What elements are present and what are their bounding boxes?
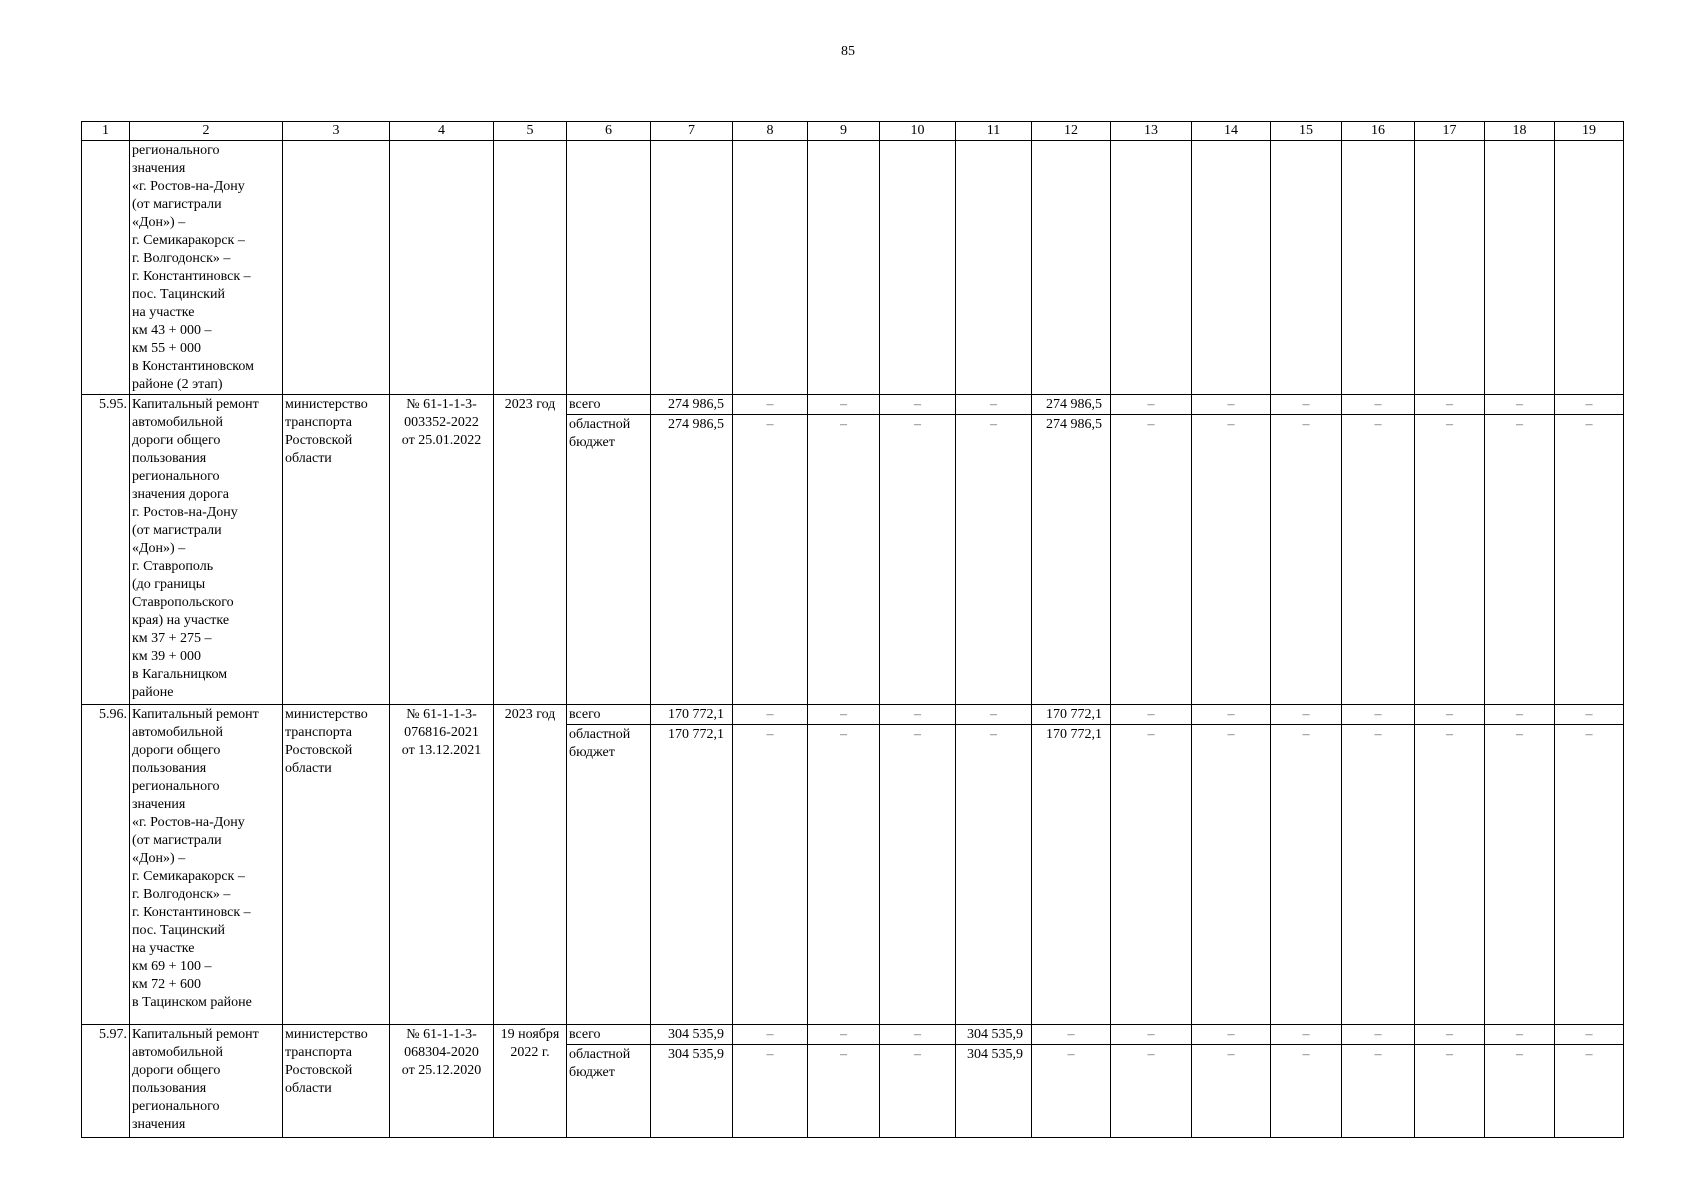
amount-cell: 304 535,9 (956, 1045, 1032, 1138)
continuation-row (82, 141, 1624, 395)
amount-cell: 274 986,5 (651, 415, 733, 705)
column-number-5: 5 (494, 122, 567, 141)
dash-cell: – (1555, 1045, 1624, 1138)
amount-cell: 170 772,1 (651, 705, 733, 725)
empty-cell (1342, 141, 1415, 395)
dash-cell: – (880, 1045, 956, 1138)
dash-cell: – (1032, 1045, 1111, 1138)
dash-cell: – (1485, 1045, 1555, 1138)
dash-cell: – (1342, 415, 1415, 705)
funding-source-regional-cell: областной бюджет (567, 725, 651, 1025)
dash-cell: – (1415, 725, 1485, 1025)
empty-cell (390, 141, 494, 395)
dash-cell: – (880, 1025, 956, 1045)
column-number-18: 18 (1485, 122, 1555, 141)
index-cell (82, 141, 130, 395)
table-row (82, 705, 1624, 725)
table-row (82, 1025, 1624, 1045)
column-number-2: 2 (130, 122, 283, 141)
period-cell: 2023 год (494, 395, 567, 705)
column-number-7: 7 (651, 122, 733, 141)
row-index-cell: 5.96. (82, 705, 130, 1025)
amount-cell: 304 535,9 (956, 1025, 1032, 1045)
dash-cell: – (1342, 705, 1415, 725)
column-number-4: 4 (390, 122, 494, 141)
dash-cell: – (808, 705, 880, 725)
row-index-cell: 5.95. (82, 395, 130, 705)
dash-cell: – (733, 415, 808, 705)
empty-cell (1271, 141, 1342, 395)
empty-cell (1032, 141, 1111, 395)
column-number-12: 12 (1032, 122, 1111, 141)
dash-cell: – (1032, 1025, 1111, 1045)
dash-cell: – (1415, 415, 1485, 705)
object-name-cell: Капитальный ремонт автомобильной дороги общего пользования регионального значения (130, 1025, 283, 1138)
amount-cell: 274 986,5 (651, 395, 733, 415)
funding-source-regional-cell: областной бюджет (567, 1045, 651, 1138)
dash-cell: – (1192, 1025, 1271, 1045)
column-number-6: 6 (567, 122, 651, 141)
dash-cell: – (1111, 415, 1192, 705)
dash-cell: – (1111, 725, 1192, 1025)
dash-cell: – (956, 725, 1032, 1025)
amount-cell: 304 535,9 (651, 1025, 733, 1045)
dash-cell: – (1555, 705, 1624, 725)
empty-cell (1485, 141, 1555, 395)
empty-cell (494, 141, 567, 395)
dash-cell: – (808, 1025, 880, 1045)
table-body (82, 122, 1624, 1138)
dash-cell: – (1271, 395, 1342, 415)
dash-cell: – (1192, 705, 1271, 725)
dash-cell: – (1271, 1025, 1342, 1045)
page-number: 85 (841, 44, 855, 59)
dash-cell: – (1111, 1045, 1192, 1138)
dash-cell: – (1485, 725, 1555, 1025)
dash-cell: – (880, 395, 956, 415)
row-index-cell: 5.97. (82, 1025, 130, 1138)
executor-cell: министерство транспорта Ростовской области (283, 395, 390, 705)
empty-cell (733, 141, 808, 395)
dash-cell: – (1485, 395, 1555, 415)
dash-cell: – (733, 1045, 808, 1138)
empty-cell (1192, 141, 1271, 395)
funding-source-total-cell: всего (567, 395, 651, 415)
amount-cell: 170 772,1 (651, 725, 733, 1025)
dash-cell: – (880, 415, 956, 705)
budget-table (81, 121, 1624, 1138)
amount-cell: 304 535,9 (651, 1045, 733, 1138)
funding-source-total-cell: всего (567, 1025, 651, 1045)
column-number-10: 10 (880, 122, 956, 141)
column-number-13: 13 (1111, 122, 1192, 141)
column-number-19: 19 (1555, 122, 1624, 141)
contract-cell: № 61-1-1-3- 068304-2020 от 25.12.2020 (390, 1025, 494, 1138)
column-number-16: 16 (1342, 122, 1415, 141)
column-number-11: 11 (956, 122, 1032, 141)
dash-cell: – (1192, 725, 1271, 1025)
empty-cell (283, 141, 390, 395)
dash-cell: – (1555, 395, 1624, 415)
dash-cell: – (808, 1045, 880, 1138)
dash-cell: – (733, 705, 808, 725)
dash-cell: – (808, 395, 880, 415)
empty-cell (880, 141, 956, 395)
dash-cell: – (733, 395, 808, 415)
dash-cell: – (733, 725, 808, 1025)
empty-cell (1555, 141, 1624, 395)
empty-cell (1415, 141, 1485, 395)
executor-cell: министерство транспорта Ростовской области (283, 705, 390, 1025)
dash-cell: – (1271, 725, 1342, 1025)
empty-cell (651, 141, 733, 395)
dash-cell: – (1555, 1025, 1624, 1045)
period-cell: 2023 год (494, 705, 567, 1025)
empty-cell (956, 141, 1032, 395)
amount-cell: 274 986,5 (1032, 415, 1111, 705)
dash-cell: – (1342, 725, 1415, 1025)
dash-cell: – (1415, 1045, 1485, 1138)
empty-cell (808, 141, 880, 395)
dash-cell: – (956, 395, 1032, 415)
dash-cell: – (1192, 395, 1271, 415)
dash-cell: – (956, 705, 1032, 725)
dash-cell: – (1192, 1045, 1271, 1138)
dash-cell: – (808, 415, 880, 705)
column-number-14: 14 (1192, 122, 1271, 141)
contract-cell: № 61-1-1-3- 003352-2022 от 25.01.2022 (390, 395, 494, 705)
contract-cell: № 61-1-1-3- 076816-2021 от 13.12.2021 (390, 705, 494, 1025)
column-number-9: 9 (808, 122, 880, 141)
funding-source-total-cell: всего (567, 705, 651, 725)
period-cell: 19 ноября 2022 г. (494, 1025, 567, 1138)
column-number-15: 15 (1271, 122, 1342, 141)
dash-cell: – (1111, 1025, 1192, 1045)
dash-cell: – (1485, 1025, 1555, 1045)
dash-cell: – (1342, 395, 1415, 415)
dash-cell: – (1415, 1025, 1485, 1045)
dash-cell: – (1271, 1045, 1342, 1138)
dash-cell: – (956, 415, 1032, 705)
empty-cell (1111, 141, 1192, 395)
object-name-cell: Капитальный ремонт автомобильной дороги общего пользования регионального значения «г. Ростов-на-Дону (от магистрали «Дон») – г. Семикаракорск – г. Волгодонск» – г. Константиновск – пос. Тацинский на участке км 69 + 100 – км 72 + 600 в Тацинском районе (130, 705, 283, 1025)
column-number-row (82, 122, 1624, 141)
amount-cell: 274 986,5 (1032, 395, 1111, 415)
dash-cell: – (1342, 1025, 1415, 1045)
dash-cell: – (1111, 395, 1192, 415)
dash-cell: – (1415, 395, 1485, 415)
object-name-cell: Капитальный ремонт автомобильной дороги общего пользования регионального значения дорога г. Ростов-на-Дону (от магистрали «Дон») – г. Ставрополь (до границы Ставропольского края) на участке км 37 + 275 – км 39 + 000 в Кагальницком районе (130, 395, 283, 705)
dash-cell: – (880, 725, 956, 1025)
dash-cell: – (1271, 705, 1342, 725)
column-number-8: 8 (733, 122, 808, 141)
dash-cell: – (1415, 705, 1485, 725)
amount-cell: 170 772,1 (1032, 705, 1111, 725)
dash-cell: – (1192, 415, 1271, 705)
object-name-cell: регионального значения «г. Ростов-на-Дону (от магистрали «Дон») – г. Семикаракорск – г. Волгодонск» – г. Константиновск – пос. Тацинский на участке км 43 + 000 – км 55 + 000 в Константиновском районе (2 этап) (130, 141, 283, 395)
column-number-3: 3 (283, 122, 390, 141)
dash-cell: – (1111, 705, 1192, 725)
dash-cell: – (1271, 415, 1342, 705)
dash-cell: – (880, 705, 956, 725)
empty-cell (567, 141, 651, 395)
dash-cell: – (733, 1025, 808, 1045)
dash-cell: – (1555, 415, 1624, 705)
funding-source-regional-cell: областной бюджет (567, 415, 651, 705)
column-number-1: 1 (82, 122, 130, 141)
dash-cell: – (808, 725, 880, 1025)
dash-cell: – (1342, 1045, 1415, 1138)
dash-cell: – (1485, 705, 1555, 725)
dash-cell: – (1555, 725, 1624, 1025)
executor-cell: министерство транспорта Ростовской области (283, 1025, 390, 1138)
table-row (82, 395, 1624, 415)
column-number-17: 17 (1415, 122, 1485, 141)
dash-cell: – (1485, 415, 1555, 705)
amount-cell: 170 772,1 (1032, 725, 1111, 1025)
